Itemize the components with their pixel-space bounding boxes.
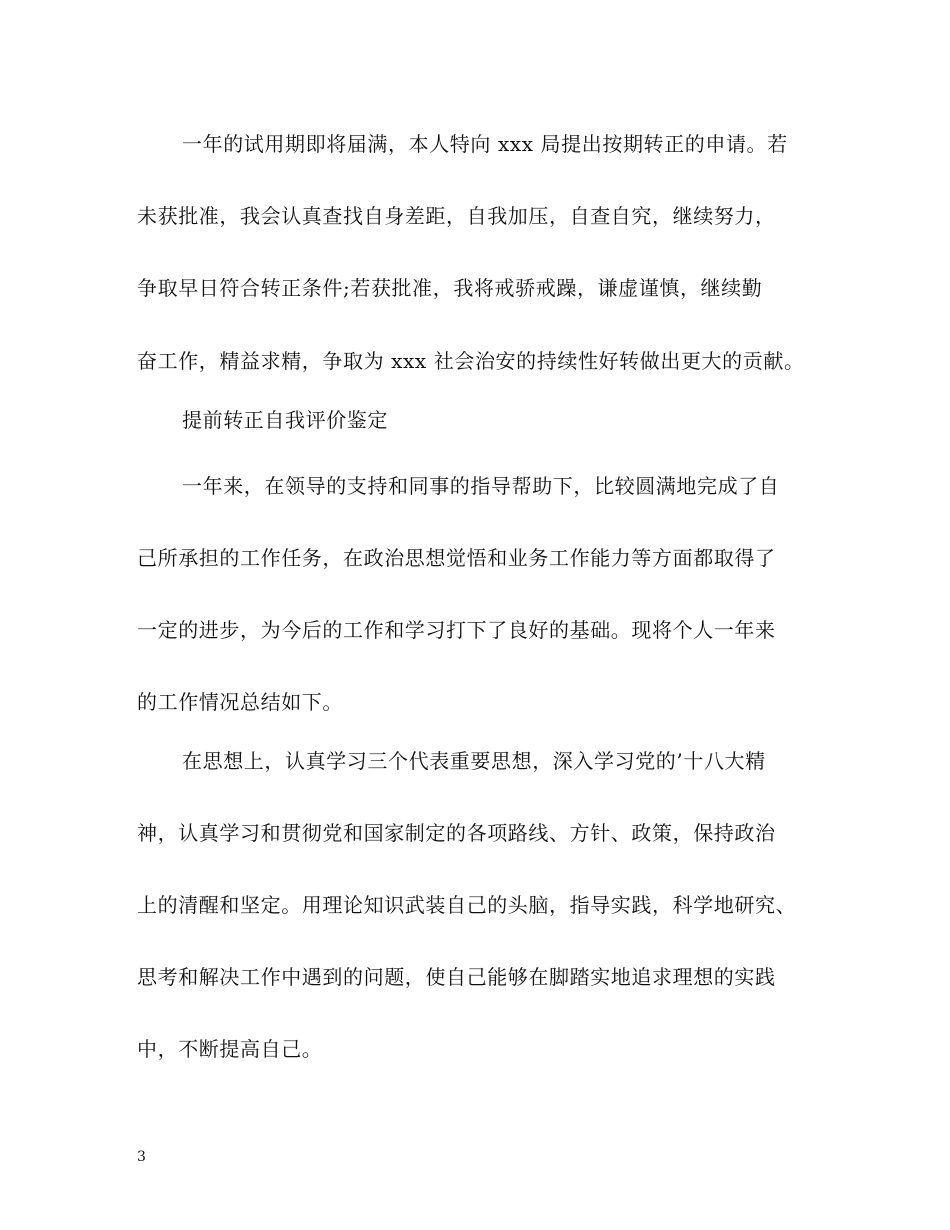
section-heading: 提前转正自我评价鉴定 <box>182 408 388 432</box>
paragraph-line: 在思想上，认真学习三个代表重要思想，深入学习党的’十八大精 <box>182 749 766 773</box>
paragraph-line: 一定的进步，为今后的工作和学习打下了良好的基础。现将个人一年来 <box>137 618 776 642</box>
paragraph-line: 神，认真学习和贯彻党和国家制定的各项路线、方针、政策，保持政治 <box>137 821 776 845</box>
paragraph-line: 中，不断提高自己。 <box>137 1037 323 1061</box>
paragraph-line: 一年来，在领导的支持和同事的指导帮助下，比较圆满地完成了自 <box>182 474 780 498</box>
paragraph-line: 己所承担的工作任务，在政治思想觉悟和业务工作能力等方面都取得了 <box>137 546 776 570</box>
paragraph-line: 一年的试用期即将届满，本人特向 xxx 局提出按期转正的申请。若 <box>182 132 788 156</box>
paragraph-line: 思考和解决工作中遇到的问题，使自己能够在脚踏实地追求理想的实践 <box>137 965 776 989</box>
paragraph-line: 的工作情况总结如下。 <box>137 690 343 714</box>
paragraph-line: 奋工作，精益求精，争取为 xxx 社会治安的持续性好转做出更大的贡献。 <box>137 349 805 373</box>
paragraph-line: 上的清醒和坚定。用理论知识武装自己的头脑，指导实践，科学地研究、 <box>137 893 797 917</box>
paragraph-line: 未获批准，我会认真查找自身差距，自我加压，自查自究，继续努力， <box>137 204 776 228</box>
paragraph-line: 争取早日符合转正条件;若获批准，我将戒骄戒躁，谦虚谨慎，继续勤 <box>137 276 763 300</box>
page-number: 3 <box>137 1149 146 1165</box>
